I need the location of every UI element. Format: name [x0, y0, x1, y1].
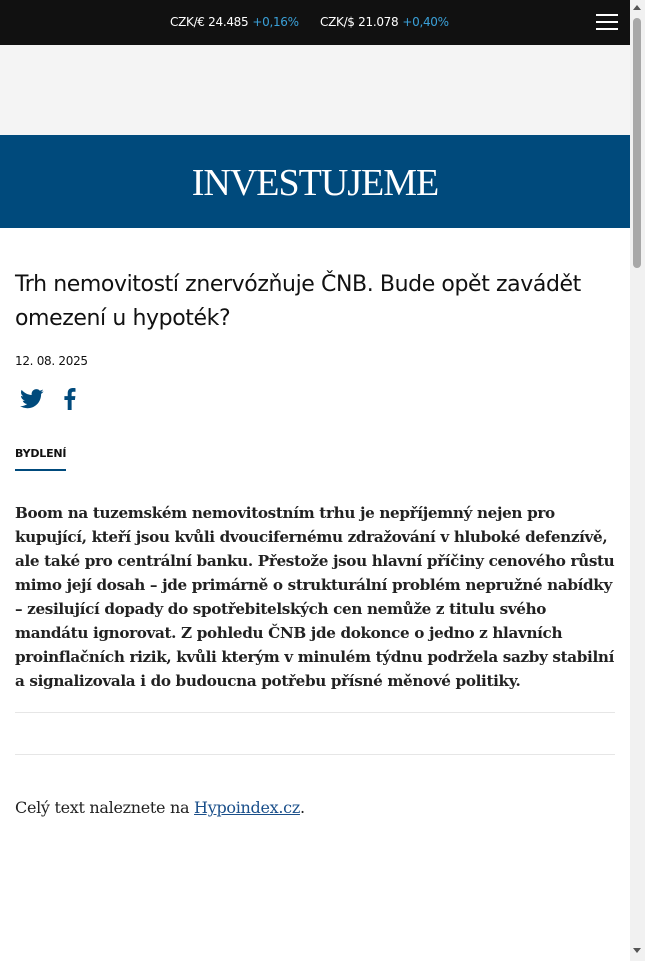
currency-ticker [0, 0, 630, 45]
ticker-eur [170, 15, 299, 29]
ticker-usd-change: +0,40% [402, 15, 449, 29]
article-date: 12. 08. 2025 [15, 354, 88, 368]
vertical-scrollbar[interactable] [630, 0, 645, 961]
category-tag[interactable]: BYDLENÍ [15, 447, 66, 471]
scroll-thumb[interactable] [633, 18, 641, 268]
facebook-share-icon[interactable] [58, 388, 84, 412]
scroll-down-arrow-icon[interactable] [633, 948, 641, 953]
scroll-up-arrow-icon[interactable] [633, 5, 641, 10]
ticker-usd [320, 15, 449, 29]
divider [15, 754, 615, 755]
body-suffix: . [299, 798, 305, 817]
ad-banner-slot [0, 45, 630, 135]
ticker-usd-rate: CZK/$ 21.078 [320, 15, 399, 29]
ticker-eur-rate: CZK/€ 24.485 [170, 15, 249, 29]
article-title: Trh nemovitostí znervózňuje ČNB. Bude opět zavádět omezení u hypoték? [15, 272, 581, 331]
article-perex: Boom na tuzemském nemovitostním trhu je nepříjemný nejen pro kupující, kteří jsou kvůli dvoucifernému zdražování v hluboké defenzívě, ale také pro centrální banku. Přestože jsou hlavní příčiny cenového růstu mimo její dosah – jde primárně o strukturální problém nepružné nabídky – zesilující dopady do spotřebitelských cen nemůže z titulu svého mandátu ignorovat. Z pohledu ČNB jde dokonce o jedno z hlavních proinflačních rizik, kvůli kterým v minulém týdnu podržela sazby stabilní a signalizovala i do budoucna potřebu přísné měnové politiky. [15, 504, 615, 690]
article-body [15, 795, 615, 821]
site-logo[interactable]: INVESTUJEME [191, 162, 439, 204]
divider [15, 712, 615, 713]
twitter-share-icon[interactable] [20, 388, 46, 412]
ticker-eur-change: +0,16% [252, 15, 299, 29]
body-prefix: Celý text naleznete na [15, 798, 195, 817]
site-header [0, 135, 630, 228]
hypoindex-link[interactable]: Hypoindex.cz [194, 798, 300, 817]
hamburger-menu-icon[interactable] [596, 13, 618, 31]
